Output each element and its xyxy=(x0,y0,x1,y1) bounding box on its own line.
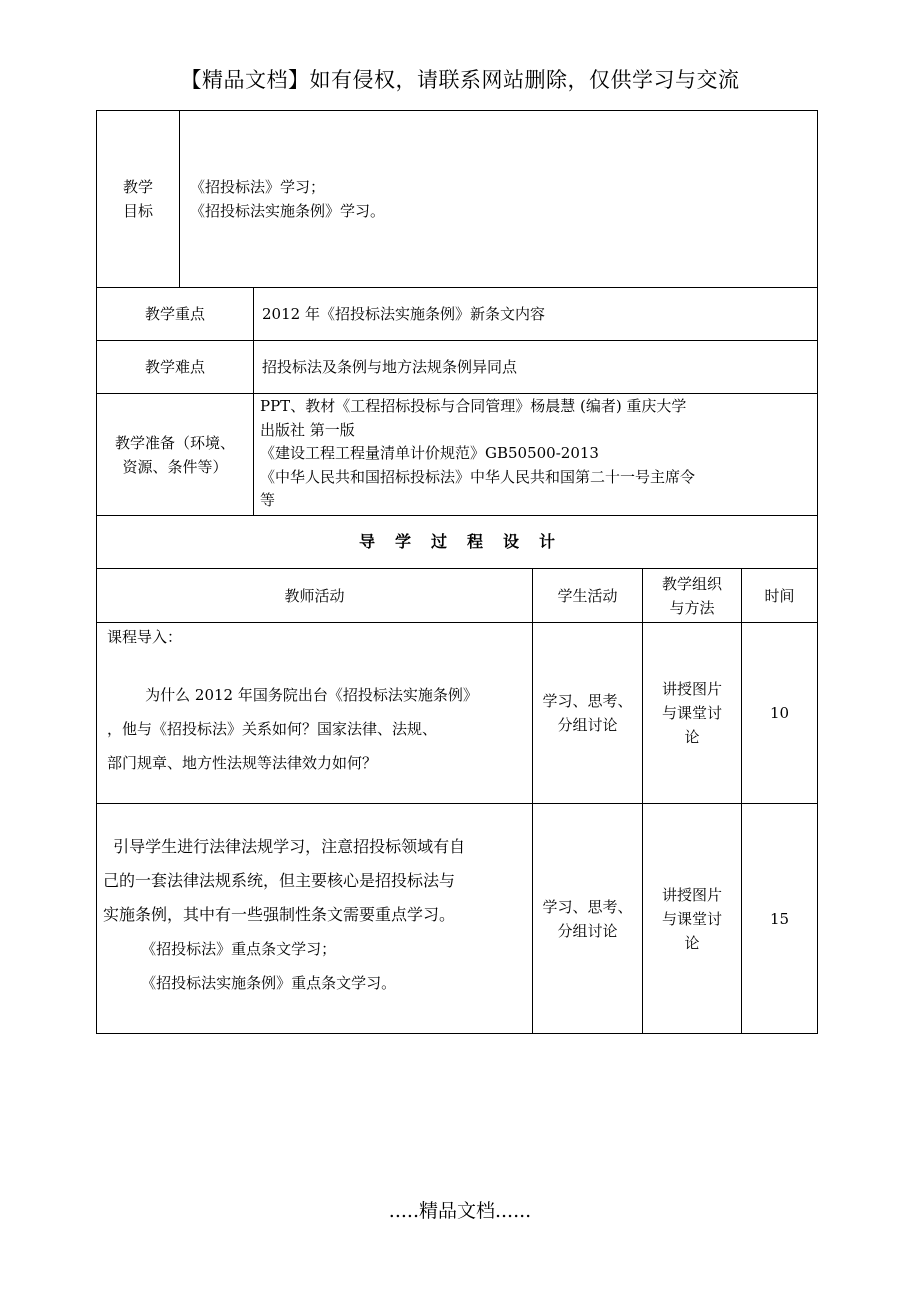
objectives-line: 《招投标法实施条例》学习。 xyxy=(190,202,386,220)
page-footer: .....精品文档...... xyxy=(388,1200,532,1222)
difficulties-content: 招投标法及条例与地方法规条例异同点 xyxy=(262,358,518,376)
preparation-content xyxy=(260,395,815,513)
table-row-2-student xyxy=(533,804,642,1033)
row-line: 引导学生进行法律法规学习，注意招投标领域有自 xyxy=(103,837,466,856)
row-line: 学习、思考、 xyxy=(542,692,633,710)
preparation-line: PPT、教材《工程招标投标与合同管理》杨晨慧 (编者) 重庆大学 xyxy=(260,397,687,415)
table-row-2-teacher xyxy=(103,830,528,1000)
preparation-label-line: 教学准备（环境、 xyxy=(114,433,235,452)
table-row-2-method xyxy=(643,804,741,1033)
row-line: 与课堂讨 xyxy=(661,704,722,722)
difficulties-label: 教学难点 xyxy=(144,358,205,376)
row-line: 学习、思考、 xyxy=(542,897,633,916)
preparation-line: 《中华人民共和国招标投标法》中华人民共和国第二十一号主席令 xyxy=(260,467,696,486)
row-line: ，他与《招投标法》关系如何？国家法律、法规、 xyxy=(107,720,438,738)
table-row-1-student xyxy=(533,623,642,803)
key-points-label: 教学重点 xyxy=(144,305,205,323)
row-line: 分组讨论 xyxy=(557,716,618,734)
preparation-line: 等 xyxy=(260,491,276,509)
row-line: 己的一套法律法规系统，但主要核心是招投标法与 xyxy=(103,871,456,890)
row-line: 讲授图片 xyxy=(661,680,722,698)
column-student: 学生活动 xyxy=(557,586,618,605)
row-line: 课程导入： xyxy=(107,628,183,646)
column-method-line: 与方法 xyxy=(669,598,715,617)
table-row-1-time: 10 xyxy=(769,704,790,722)
column-teacher: 教师活动 xyxy=(284,586,345,605)
column-method xyxy=(643,569,741,622)
key-points-content: 2012 年《招投标法实施条例》新条文内容 xyxy=(262,305,545,323)
row-line: 论 xyxy=(684,728,700,746)
process-title: 导学过程设计 xyxy=(358,532,575,551)
column-method-line: 教学组织 xyxy=(661,574,722,593)
row-line: 部门规章、地方性法规等法律效力如何？ xyxy=(107,754,378,772)
objectives-label-line: 目标 xyxy=(122,202,153,220)
row-line: 《招投标法实施条例》重点条文学习。 xyxy=(103,974,397,992)
row-line: 《招投标法》重点条文学习； xyxy=(103,940,337,958)
page-header: 【精品文档】如有侵权，请联系网站删除，仅供学习与交流 xyxy=(180,68,740,92)
row-line: 为什么 2012 年国务院出台《招投标法实施条例》 xyxy=(107,686,478,704)
column-time: 时间 xyxy=(764,586,795,605)
row-line: 论 xyxy=(684,933,700,952)
row-line: 实施条例，其中有一些强制性条文需要重点学习。 xyxy=(103,905,456,924)
preparation-line: 《建设工程工程量清单计价规范》GB50500-2013 xyxy=(260,444,599,462)
row-line: 与课堂讨 xyxy=(661,909,722,928)
preparation-label-line: 资源、条件等） xyxy=(122,457,228,476)
row-line xyxy=(107,650,527,678)
preparation-line: 出版社 第一版 xyxy=(260,420,355,439)
objectives-label-line: 教学 xyxy=(122,178,153,196)
preparation-label xyxy=(97,394,253,515)
table-row-1-teacher xyxy=(107,624,527,780)
objectives-label xyxy=(97,111,179,287)
table-row-1-method xyxy=(643,623,741,803)
row-line: 讲授图片 xyxy=(661,885,722,904)
row-line: 分组讨论 xyxy=(557,921,618,940)
objectives-line: 《招投标法》学习； xyxy=(190,178,326,196)
table-row-2-time: 15 xyxy=(769,909,790,928)
objectives-content xyxy=(190,175,810,223)
